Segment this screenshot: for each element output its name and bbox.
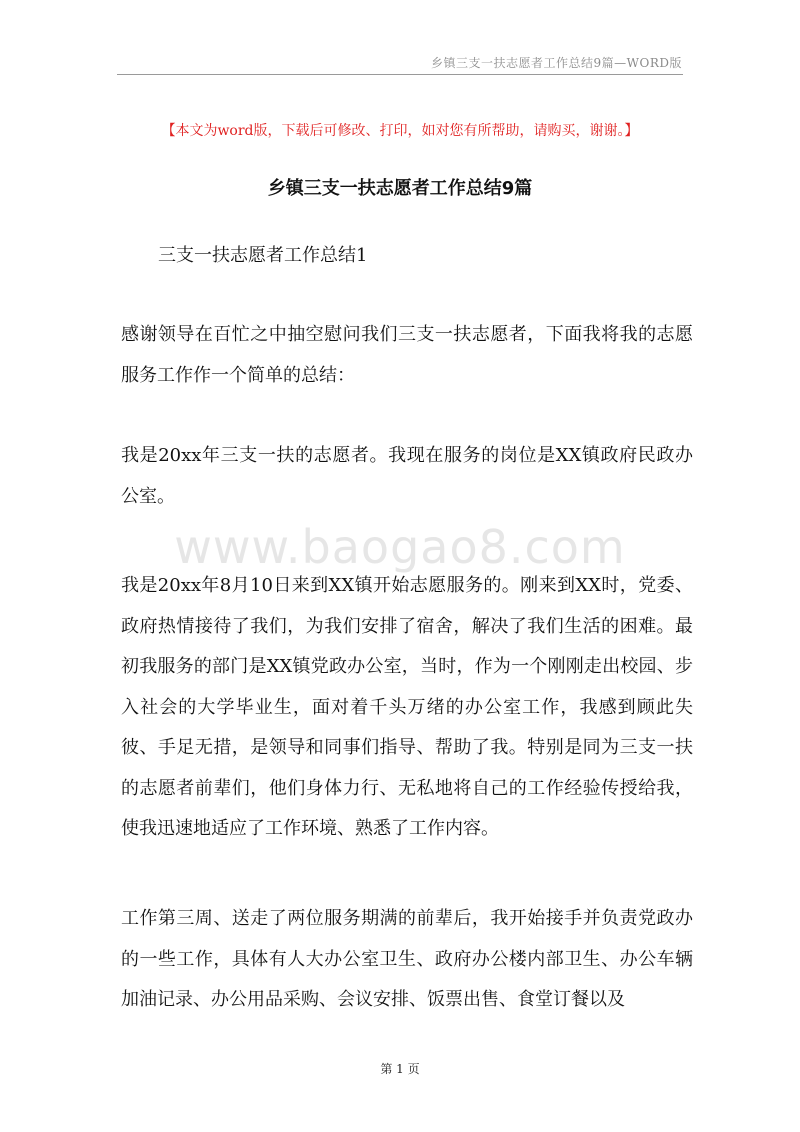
page-number: 第 1 页 — [380, 1062, 420, 1076]
paragraph: 感谢领导在百忙之中抽空慰问我们三支一扶志愿者，下面我将我的志愿服务工作作一个简单的总结： — [121, 324, 693, 386]
paragraph: 我是20xx年三支一扶的志愿者。我现在服务的岗位是XX镇政府民政办公室。 — [121, 445, 693, 507]
running-header: 乡镇三支一扶志愿者工作总结9篇—WORD版 — [431, 56, 682, 70]
header-divider — [117, 74, 683, 75]
purchase-notice: 【本文为word版，下载后可修改、打印，如对您有所帮助，请购买，谢谢。】 — [161, 123, 639, 139]
paragraph: 工作第三周、送走了两位服务期满的前辈后，我开始接手并负责党政办的一些工作，具体有人大办公室卫生、政府办公楼内部卫生、办公车辆加油记录、办公用品采购、会议安排、饭票出售、食堂订餐以及 — [121, 908, 693, 1010]
section-heading: 三支一扶志愿者工作总结1 — [158, 245, 368, 266]
watermark: www.baogao8.com — [174, 520, 626, 574]
document-title: 乡镇三支一扶志愿者工作总结9篇 — [267, 178, 533, 199]
paragraph: 我是20xx年8月10日来到XX镇开始志愿服务的。刚来到XX时，党委、政府热情接待了我们，为我们安排了宿舍，解决了我们生活的困难。最初我服务的部门是XX镇党政办公室，当时，作为一个刚刚走出校园、步入社会的大学毕业生，面对着千头万绪的办公室工作，我感到顾此失彼、手足无措，是领导和同事们指导、帮助了我。特别是同为三支一扶的志愿者前辈们，他们身体力行、无私地将自己的工作经验传授给我，使我迅速地适应了工作环境、熟悉了工作内容。 — [121, 575, 693, 839]
